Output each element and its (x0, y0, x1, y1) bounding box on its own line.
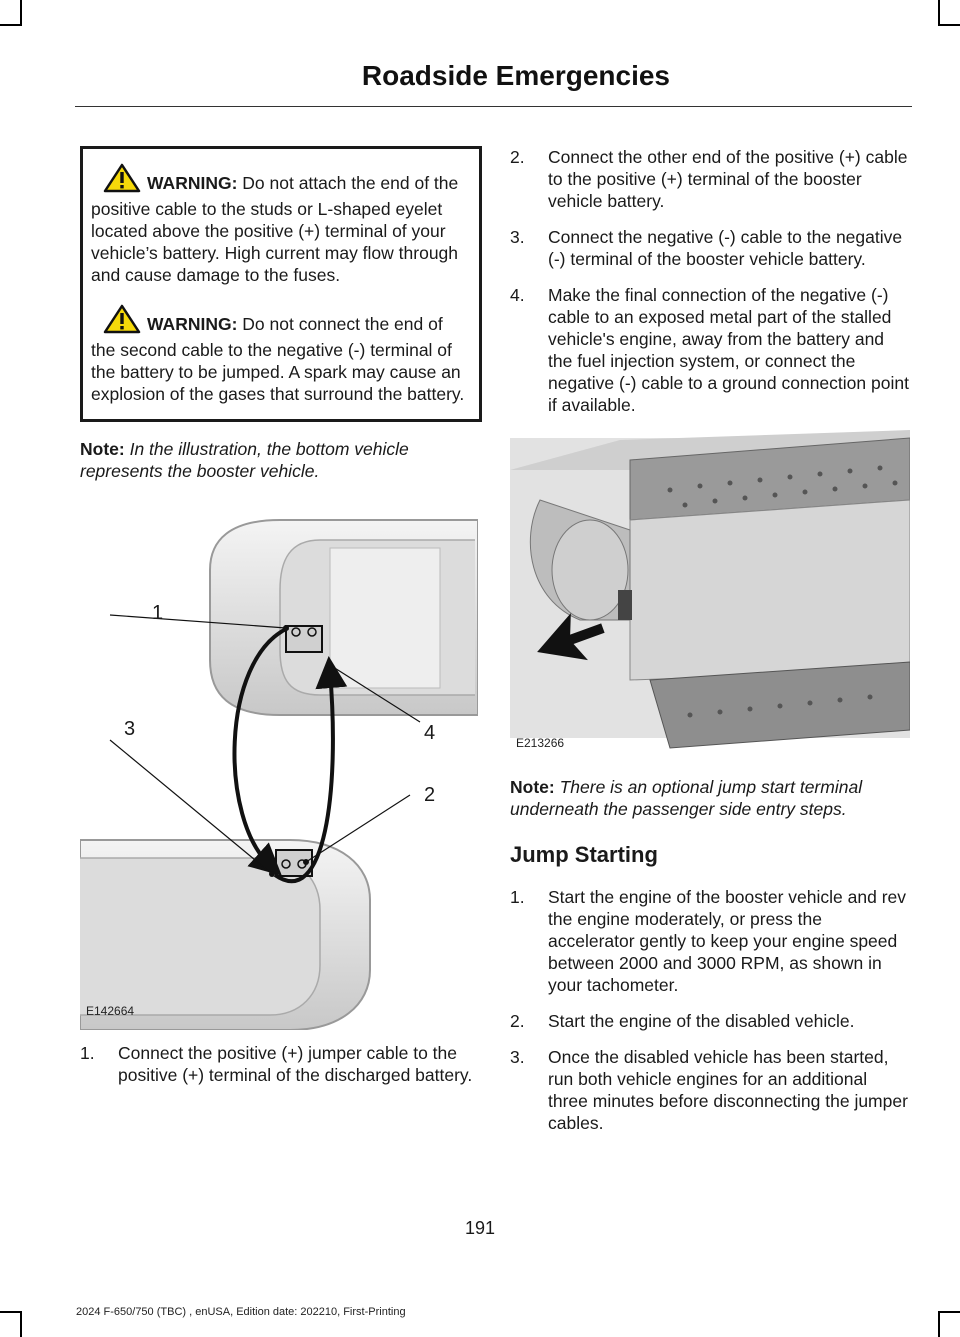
list-item (510, 1046, 910, 1134)
jumper-cable-illustration (80, 500, 478, 1030)
entry-steps-diagram (510, 430, 910, 760)
note-booster (80, 438, 478, 482)
jumper-cable-diagram (80, 500, 478, 1030)
crop-mark (20, 0, 22, 26)
callout-2: 2 (424, 784, 436, 806)
page-title: Roadside Emergencies (361, 60, 670, 91)
warning-text: Do not connect the end of the second cable to the negative (-) terminal of the battery to be jumped. A spark may cause an explosion of the gases that surround the battery. (91, 314, 465, 404)
figure-code: E142664 (86, 1004, 135, 1018)
step-number: 1. (510, 887, 525, 907)
step-number: 3. (510, 227, 525, 247)
footer-edition: 2024 F-650/750 (TBC) , enUSA, Edition date: 202210, First-Printing (76, 1306, 406, 1318)
warning-label: WARNING: (147, 173, 238, 193)
step-text: Start the engine of the booster vehicle and rev the engine moderately, or press the accelerator gently to keep your engine speed between 2000 and 3000 RPM, as shown in your tachometer. (548, 887, 907, 995)
warning-paragraph (91, 304, 471, 405)
list-item (510, 886, 910, 996)
header-divider (75, 106, 912, 107)
step-number: 2. (510, 1011, 525, 1031)
crop-mark (938, 1311, 940, 1337)
steps-list (80, 1042, 478, 1086)
crop-mark (938, 1311, 960, 1313)
jump-starting-steps (510, 886, 910, 1134)
crop-mark (20, 1311, 22, 1337)
left-column (80, 146, 478, 1100)
crop-mark (938, 24, 960, 26)
note-text: There is an optional jump start terminal underneath the passenger side entry steps. (510, 777, 863, 819)
note-label: Note: (80, 439, 125, 459)
callout-3: 3 (124, 718, 136, 740)
steps-list (510, 146, 910, 416)
step-number: 3. (510, 1047, 525, 1067)
step-text: Start the engine of the disabled vehicle. (548, 1011, 855, 1031)
list-item (510, 1010, 910, 1032)
jump-terminal-illustration (510, 430, 910, 760)
warning-paragraph (91, 163, 471, 286)
step-text: Connect the negative (-) cable to the negative (-) terminal of the booster vehicle battery. (548, 227, 903, 269)
callout-4: 4 (424, 722, 436, 744)
right-column (510, 146, 910, 1148)
step-number: 1. (80, 1043, 95, 1063)
crop-mark (0, 1311, 22, 1313)
warning-text: Do not attach the end of the positive cable to the studs or L-shaped eyelet located above the positive (+) terminal of your vehicle’s battery. High current may flow through and cause damage to the fuses. (91, 173, 459, 285)
list-item (510, 226, 910, 270)
list-item (80, 1042, 478, 1086)
step-number: 4. (510, 285, 525, 305)
figure-code: E213266 (516, 736, 565, 750)
callout-1: 1 (152, 602, 164, 624)
step-number: 2. (510, 147, 525, 167)
step-text: Once the disabled vehicle has been started, run both vehicle engines for an additional three minutes before disconnecting the jumper cables. (548, 1047, 908, 1133)
crop-mark (0, 24, 22, 26)
section-heading: Jump Starting (510, 842, 658, 867)
step-text: Connect the other end of the positive (+) cable to the positive (+) terminal of the booster vehicle battery. (548, 147, 908, 211)
page-number: 191 (464, 1218, 496, 1238)
crop-mark (938, 0, 940, 26)
warning-label: WARNING: (147, 314, 238, 334)
note-text: In the illustration, the bottom vehicle represents the booster vehicle. (80, 439, 409, 481)
note-jump-terminal (510, 776, 910, 820)
note-label: Note: (510, 777, 555, 797)
list-item (510, 146, 910, 212)
step-text: Make the final connection of the negative (-) cable to an exposed metal part of the stalled vehicle's engine, away from the battery and the fuel injection system, or connect the negative (-) cable to a ground connection point if available. (548, 285, 909, 415)
warning-box (80, 146, 482, 422)
warning-triangle-icon (103, 163, 141, 198)
warning-triangle-icon (103, 304, 141, 339)
list-item (510, 284, 910, 416)
step-text: Connect the positive (+) jumper cable to the positive (+) terminal of the discharged battery. (118, 1043, 473, 1085)
